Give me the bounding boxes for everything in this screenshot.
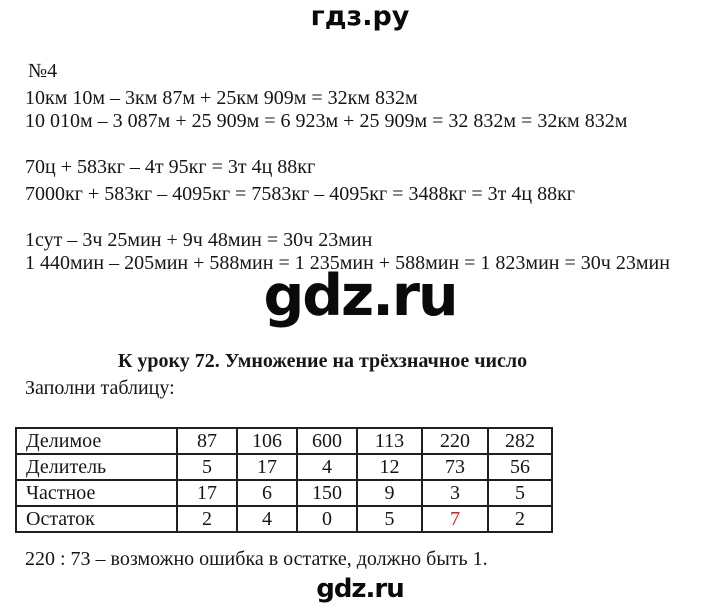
lesson-heading: К уроку 72. Умножение на трёхзначное число [117, 350, 528, 372]
table-row-quotient [16, 480, 552, 506]
equation-line-min-2: 1 440мин – 205мин + 588мин = 1 235мин + 588мин = 1 823мин = 30ч 23мин [25, 252, 670, 274]
equation-line-kg-2: 7000кг + 583кг – 4095кг = 7583кг – 4095кг = 3488кг = 3т 4ц 88кг [25, 183, 575, 205]
table-cell: 87 [177, 428, 237, 454]
site-logo-header: гдз.ру [310, 1, 410, 32]
table-cell: 113 [357, 428, 422, 454]
table-cell: 4 [237, 506, 297, 532]
table-cell: 12 [357, 454, 422, 480]
table-cell: 0 [297, 506, 357, 532]
task-label: Заполни таблицу: [25, 377, 175, 399]
table-cell: 17 [177, 480, 237, 506]
row-label-dividend: Делимое [16, 428, 177, 454]
equation-line-km-2: 10 010м – 3 087м + 25 909м = 6 923м + 25 909м = 32 832м = 32км 832м [25, 110, 628, 132]
table-cell: 73 [422, 454, 488, 480]
table-cell: 4 [297, 454, 357, 480]
equation-line-min-1: 1сут – 3ч 25мин + 9ч 48мин = 30ч 23мин [25, 229, 373, 251]
gdz-watermark: gdz.ru [263, 263, 457, 329]
problem-number: №4 [28, 60, 58, 82]
table-cell: 5 [357, 506, 422, 532]
table-cell: 2 [488, 506, 552, 532]
error-note: 220 : 73 – возможно ошибка в остатке, должно быть 1. [25, 548, 488, 570]
row-label-quotient: Частное [16, 480, 177, 506]
table-cell: 3 [422, 480, 488, 506]
division-table [15, 427, 553, 533]
row-label-divisor: Делитель [16, 454, 177, 480]
table-row-remainder [16, 506, 552, 532]
table-cell: 2 [177, 506, 237, 532]
table-cell: 6 [237, 480, 297, 506]
table-cell: 5 [177, 454, 237, 480]
table-cell: 9 [357, 480, 422, 506]
table-row-divisor [16, 454, 552, 480]
site-logo-footer: gdz.ru [316, 574, 404, 604]
table-cell: 282 [488, 428, 552, 454]
table-cell: 5 [488, 480, 552, 506]
table-row-dividend [16, 428, 552, 454]
table-cell: 220 [422, 428, 488, 454]
equation-line-kg-1: 70ц + 583кг – 4т 95кг = 3т 4ц 88кг [25, 156, 316, 178]
table-cell: 150 [297, 480, 357, 506]
table-cell: 106 [237, 428, 297, 454]
table-cell: 56 [488, 454, 552, 480]
table-cell: 600 [297, 428, 357, 454]
row-label-remainder: Остаток [16, 506, 177, 532]
equation-line-km-1: 10км 10м – 3км 87м + 25км 909м = 32км 832м [25, 87, 418, 109]
table-cell: 17 [237, 454, 297, 480]
table-cell-remainder-error: 7 [422, 506, 488, 532]
